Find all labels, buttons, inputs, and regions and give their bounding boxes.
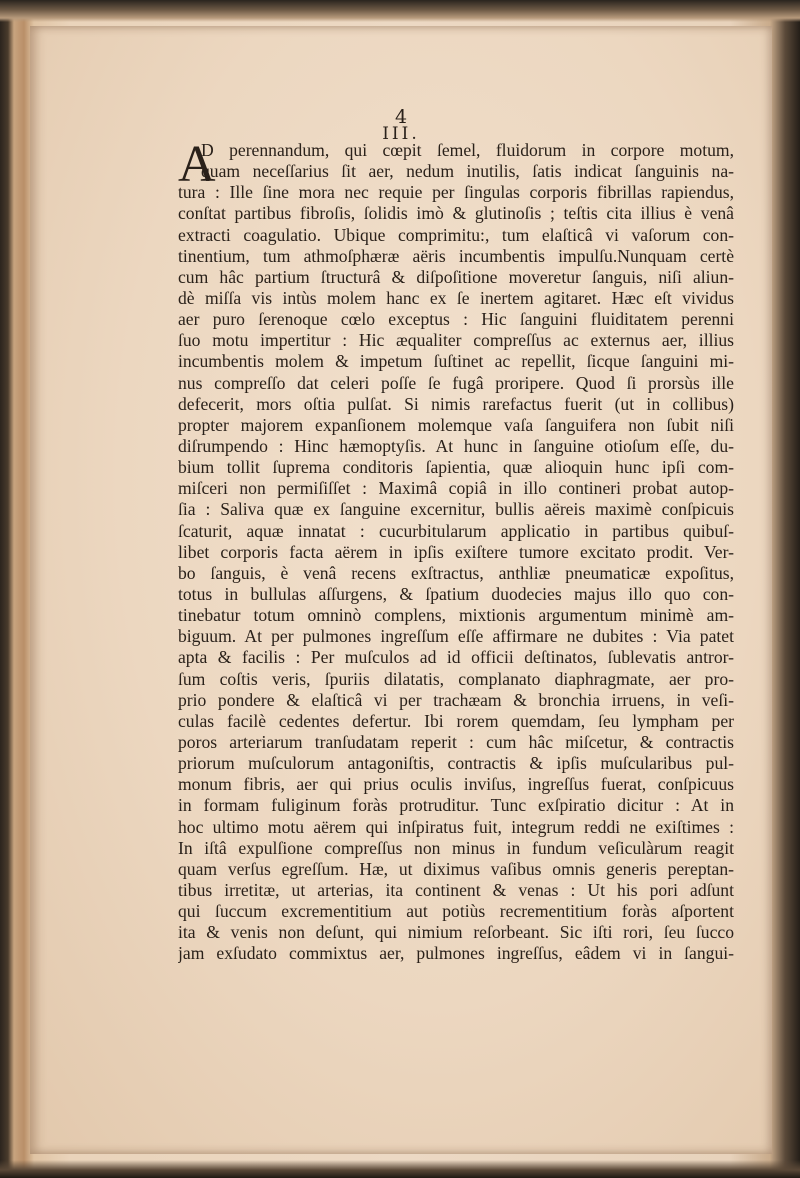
page-bottom-edge — [0, 1160, 800, 1178]
text-line: tibus irretitæ, ut arterias, ita continent & venas : Ut his pori adſunt — [178, 879, 734, 900]
text-line: tura : Ille ſine mora nec requie per ſingulas corporis fibrillas rapiendus, — [178, 182, 734, 203]
text-line: apta & facilis : Per muſculos ad id officii deſtinatos, ſublevatis antror- — [178, 647, 734, 668]
text-line: in formam fuliginum foràs protruditur. Tunc exſpiratio dicitur : At in — [178, 795, 734, 816]
text-line: bium tollit ſuprema conditoris ſapientia, quæ alioquin hunc ipſi com- — [178, 457, 734, 478]
text-line: tinentium, tum athmoſphæræ aëris incumbentis impulſu.Nunquam certè — [178, 245, 734, 266]
text-line: totus in bullulas aſſurgens, & ſpatium duodecies majus illo quo con- — [178, 583, 734, 604]
text-line: miſceri non permiſiſſet : Maximâ copiâ in illo contineri probat autop- — [178, 478, 734, 499]
text-line: prio pondere & elaſticâ vi per trachæam & bronchia irruens, in veſi- — [178, 689, 734, 710]
text-line: ſum coſtis veris, ſpuriis dilatatis, complanato diaphragmate, aer pro- — [178, 668, 734, 689]
text-line: defecerit, mors oſtia pulſat. Si nimis rarefactus fuerit (ut in collibus) — [178, 393, 734, 414]
text-line: In iſtâ expulſione compreſſus non minus in fundum veſiculàrum reagit — [178, 837, 734, 858]
text-line: ſcaturit, aquæ innatat : cucurbitularum applicatio in partibus quibuſ- — [178, 520, 734, 541]
text-line: diſrumpendo : Hinc hæmoptyſis. At hunc in ſanguine otioſum eſſe, du- — [178, 435, 734, 456]
text-line: aer puro ſerenoque cœlo exceptus : Hic ſanguini fluiditatem perenni — [178, 309, 734, 330]
text-line: nus compreſſo dat celeri poſſe ſe fugâ proripere. Quod ſi prorsùs ille — [178, 372, 734, 393]
text-line: tinebatur totum omninò complens, mixtionis argumentum minimè am- — [178, 605, 734, 626]
text-line: bo ſanguis, è venâ recens exſtractus, anthliæ pneumaticæ expoſitus, — [178, 562, 734, 583]
text-line: quam neceſſarius ſit aer, nedum inutilis, ſatis indicat ſanguinis na- — [201, 161, 734, 182]
text-line: D perennandum, qui cœpit ſemel, fluidorum in corpore motum, — [201, 140, 734, 160]
text-line: poros arteriarum tranſudatam reperit : cum hâc miſcetur, & contractis — [178, 731, 734, 752]
text-line: ſuo motu impertitur : Hic æqualiter compreſſus ac externus aer, illius — [178, 330, 734, 351]
text-line: propter majorem expanſionem molemque vaſa ſanguifera non ſubit niſi — [178, 414, 734, 435]
text-line: priorum muſculorum antagoniſtis, contractis & ipſis muſcularibus pul- — [178, 753, 734, 774]
text-line: incumbentis molem & impetum ſuſtinet ac repellit, ſicque ſanguini mi- — [178, 351, 734, 372]
page-top-edge — [0, 0, 800, 22]
text-line: monum fibris, aer qui prius oculis inviſus, ingreſſus fuerat, conſpicuus — [178, 774, 734, 795]
page-number: 4 — [394, 106, 408, 128]
text-line: quam verſus egreſſum. Hæ, ut diximus vaſibus omnis generis pereptan- — [178, 858, 734, 879]
text-line: jam exſudato commixtus aer, pulmones ingreſſus, eâdem vi in ſangui- — [178, 943, 734, 964]
text-line: ſia : Saliva quæ ex ſanguine excernitur, bullis aëreis maximè conſpicuis — [178, 499, 734, 520]
text-line: qui ſuccum excrementitium aut potiùs recrementitium foràs aſportent — [178, 901, 734, 922]
body-text — [178, 136, 734, 964]
text-line: ita & venis non deſunt, qui nimium reſorbeant. Sic iſti rori, ſeu ſucco — [178, 922, 734, 943]
text-line: libet corporis facta aërem in ipſis exiſtere tumore excitato prodit. Ver- — [178, 541, 734, 562]
text-line: dè miſſa vis intùs molem hanc ex ſe inertem agitaret. Hæc eſt vividus — [178, 287, 734, 308]
drop-cap: A — [178, 136, 216, 193]
text-line: hoc ultimo motu aërem qui inſpiratus fuit, integrum reddi ne exiſtimes : — [178, 816, 734, 837]
text-line: extracti coagulatio. Ubique comprimitu:, tum elaſticâ vi vaſorum con- — [178, 224, 734, 245]
section-heading: III. — [382, 124, 420, 144]
text-line: conſtat partibus fibroſis, ſolidis imò & glutinoſis ; teſtis cita illius è venâ — [178, 203, 734, 224]
text-line: culas facilè cedentes defertur. Ibi rorem quemdam, ſeu lympham per — [178, 710, 734, 731]
text-line: cum hâc partium ſtructurâ & diſpoſitione moveretur ſanguis, niſi aliun- — [178, 266, 734, 287]
text-line: biguum. At per pulmones ingreſſum eſſe affirmare ne dubites : Via patet — [178, 626, 734, 647]
